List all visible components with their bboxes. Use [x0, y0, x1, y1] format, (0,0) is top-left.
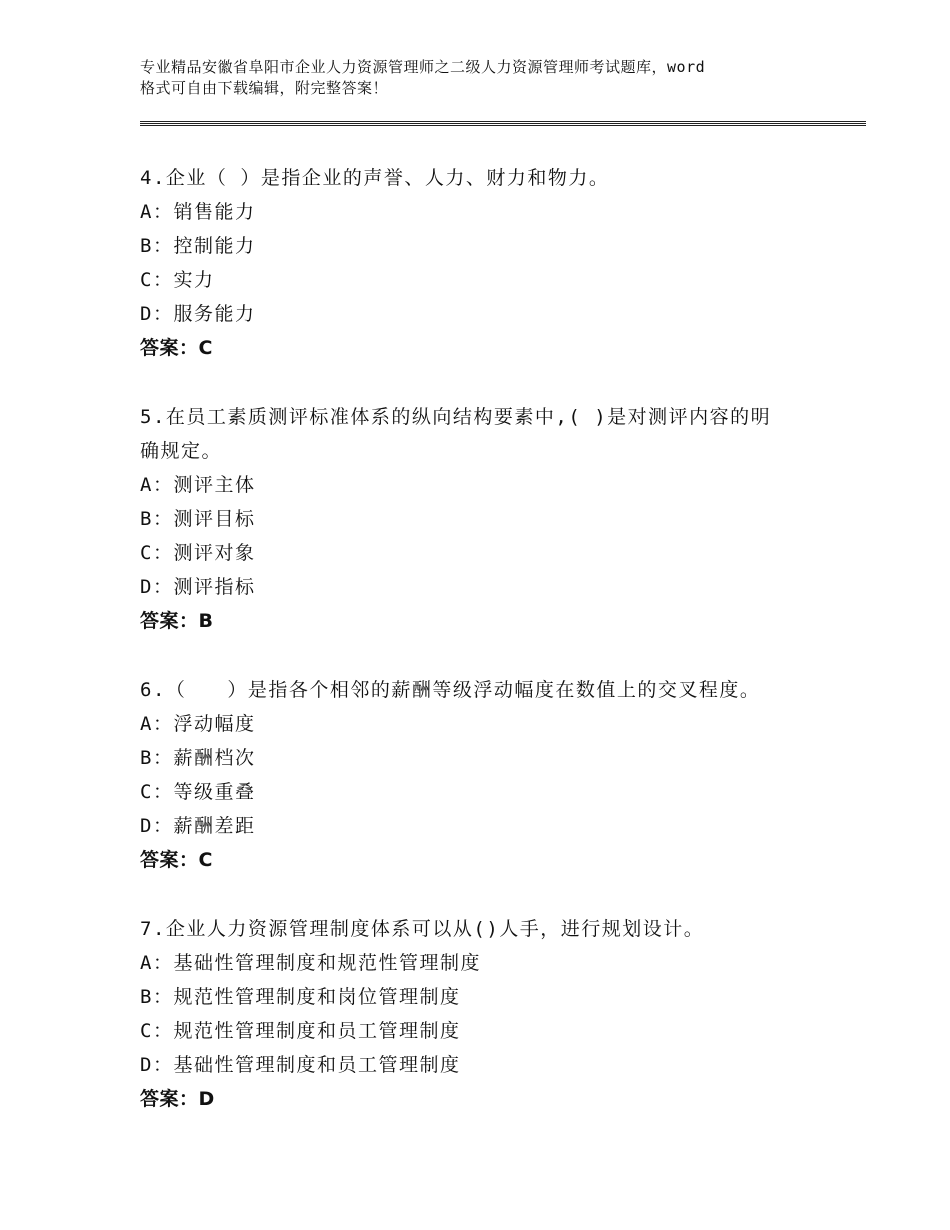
option-a: A：基础性管理制度和规范性管理制度 — [140, 952, 481, 974]
document-header — [140, 57, 830, 99]
question-4 — [140, 161, 820, 365]
option-b: B：规范性管理制度和岗位管理制度 — [140, 986, 461, 1008]
option-d: D：薪酬差距 — [140, 815, 256, 837]
question-stem: 7.企业人力资源管理制度体系可以从()人手，进行规划设计。 — [140, 918, 705, 940]
option-a: A：浮动幅度 — [140, 713, 256, 735]
answer-label: 答案：C — [140, 337, 213, 359]
option-a: A：测评主体 — [140, 474, 256, 496]
option-c: C：实力 — [140, 269, 215, 291]
header-divider-line — [140, 125, 866, 126]
header-line-1: 专业精品安徽省阜阳市企业人力资源管理师之二级人力资源管理师考试题库，word — [140, 58, 706, 76]
option-d: D：服务能力 — [140, 303, 256, 325]
option-c: C：等级重叠 — [140, 781, 256, 803]
option-c: C：测评对象 — [140, 542, 256, 564]
question-stem: 6.（ ）是指各个相邻的薪酬等级浮动幅度在数值上的交叉程度。 — [140, 679, 761, 701]
option-b: B：薪酬档次 — [140, 747, 256, 769]
option-b: B：控制能力 — [140, 235, 256, 257]
header-line-2: 格式可自由下载编辑，附完整答案！ — [140, 79, 389, 97]
question-stem-continued: 确规定。 — [140, 440, 223, 462]
question-5 — [140, 400, 820, 638]
header-divider-line — [140, 123, 866, 124]
option-b: B：测评目标 — [140, 508, 256, 530]
option-c: C：规范性管理制度和员工管理制度 — [140, 1020, 461, 1042]
option-a: A：销售能力 — [140, 201, 256, 223]
question-stem: 5.在员工素质测评标准体系的纵向结构要素中,( )是对测评内容的明 — [140, 406, 772, 428]
header-divider-line — [140, 121, 866, 122]
question-7 — [140, 912, 820, 1116]
question-6 — [140, 673, 820, 877]
question-stem: 4.企业（ ）是指企业的声誉、人力、财力和物力。 — [140, 167, 610, 189]
option-d: D：基础性管理制度和员工管理制度 — [140, 1054, 461, 1076]
answer-label: 答案：D — [140, 1088, 215, 1110]
answer-label: 答案：C — [140, 849, 213, 871]
answer-label: 答案：B — [140, 610, 214, 632]
option-d: D：测评指标 — [140, 576, 256, 598]
